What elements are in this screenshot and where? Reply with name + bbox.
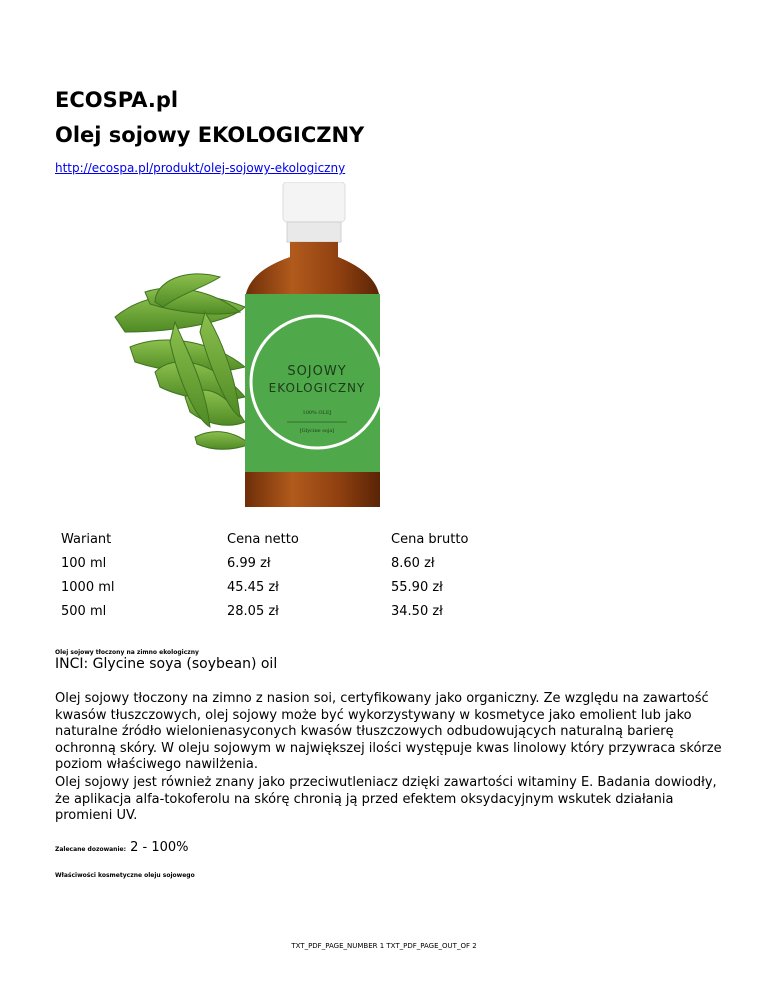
product-image	[55, 182, 440, 527]
bottle-label-line2: EKOLOGICZNY	[268, 381, 366, 395]
table-cell: 500 ml	[61, 603, 107, 619]
table-cell: 100 ml	[61, 555, 107, 571]
dosage-value: 2 - 100%	[125, 840, 189, 855]
oil-bottle-illustration	[245, 182, 383, 507]
table-row	[55, 551, 541, 575]
table-cell: 6.99 zł	[227, 555, 271, 571]
table-row	[55, 599, 541, 623]
page-number-footer: TXT_PDF_PAGE_NUMBER 1 TXT_PDF_PAGE_OUT_OF 2	[291, 942, 477, 950]
table-cell: 28.05 zł	[227, 603, 279, 619]
table-cell: 34.50 zł	[391, 603, 443, 619]
bottle-label-line3: 100% OLEJ	[302, 410, 332, 416]
properties-heading: Właściwości kosmetyczne oleju sojowego	[55, 872, 195, 879]
site-name-heading: ECOSPA.pl	[55, 88, 179, 112]
table-header-cell: Cena brutto	[391, 531, 469, 547]
variants-price-table	[55, 527, 541, 623]
inci-text: INCI: Glycine soya (soybean) oil	[55, 656, 278, 672]
soybean-pods-illustration	[115, 274, 250, 449]
table-header-cell: Cena netto	[227, 531, 299, 547]
small-heading: Olej sojowy tłoczony na zimno ekologiczny	[55, 649, 199, 656]
table-cell: 1000 ml	[61, 579, 115, 595]
dosage-line	[55, 836, 189, 855]
table-header-row	[55, 527, 541, 551]
bottle-label-line4: [Glycine soja]	[299, 428, 335, 434]
dosage-label: Zalecane dozowanie:	[55, 846, 126, 853]
description-paragraph-2: Olej sojowy jest również znany jako przeciwutleniacz dzięki zawartości witaminy E. Badania dowiodły, że aplikacja alfa-tokoferolu na skórę chronią ją przed efektem oksydacyjnym wskutek działania promieni UV.	[55, 775, 717, 823]
table-cell: 8.60 zł	[391, 555, 435, 571]
product-url-link[interactable]: http://ecospa.pl/produkt/olej-sojowy-ekologiczny	[55, 161, 346, 175]
bottle-label-line1: SOJOWY	[287, 364, 347, 379]
table-cell: 45.45 zł	[227, 579, 279, 595]
description-paragraph-1: Olej sojowy tłoczony na zimno z nasion soi, certyfikowany jako organiczny. Ze względu na zawartość kwasów tłuszczowych, olej sojowy może być wykorzystywany w kosmetyce jako emolient lub jako naturalne źródło wielonienasyconych kwasów tłuszczowych odbudowujących naturalną barierę ochronną skóry. W oleju sojowym w największej ilości występuje kwas linolowy który przywraca skórze poziom właściwego nawilżenia.	[55, 691, 722, 772]
table-row	[55, 575, 541, 599]
table-header-cell: Wariant	[61, 531, 112, 547]
table-cell: 55.90 zł	[391, 579, 443, 595]
product-title-heading: Olej sojowy EKOLOGICZNY	[55, 123, 365, 147]
